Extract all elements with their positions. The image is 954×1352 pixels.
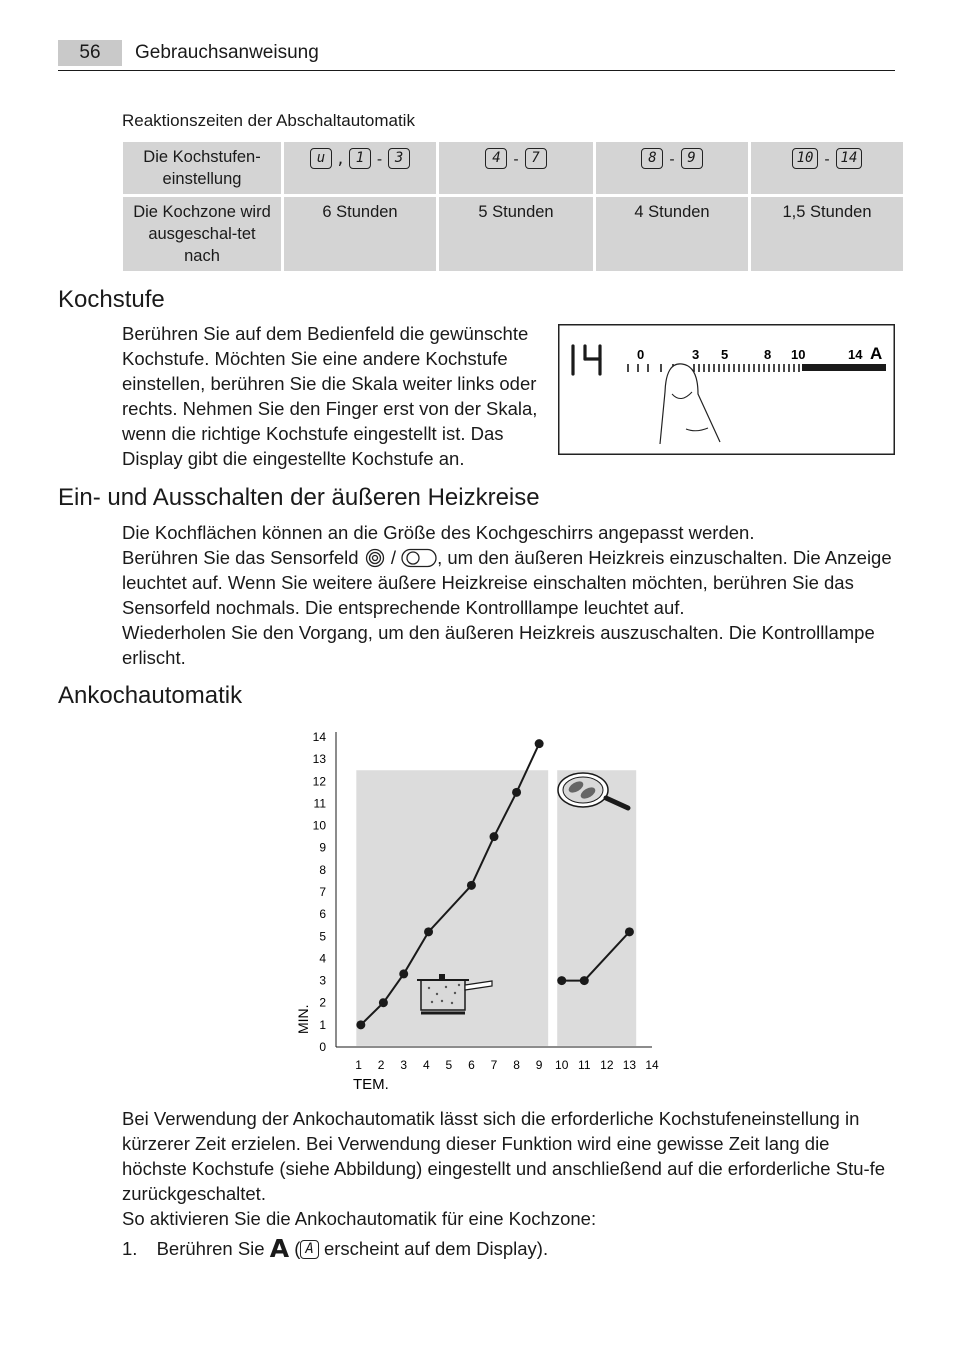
table-cell xyxy=(439,142,593,194)
paragraph: Bei Verwendung der Ankochautomatik lässt sich die erforderliche Kochstufeneinstellung in kürzerer Zeit erzielen. Bei Verwendung dieser Funktion wird eine gewisse Zeit lang die höchste Kochstufe (siehe Abbildung) eingestellt und anschließend auf die erforderliche Stu-fe zurückgeschaltet. xyxy=(122,1108,886,1204)
y-tick-label: 6 xyxy=(319,907,326,922)
reaction-time-table xyxy=(120,139,906,274)
scale-label: 14 xyxy=(848,347,863,362)
paragraph xyxy=(122,545,897,620)
table-cell xyxy=(751,142,903,194)
table-cell xyxy=(284,142,436,194)
data-point xyxy=(467,881,476,890)
table-cell: 5 Stunden xyxy=(439,197,593,271)
x-tick-label: 6 xyxy=(468,1058,475,1072)
y-tick-label: 9 xyxy=(319,840,326,855)
table-cell: 6 Stunden xyxy=(284,197,436,271)
x-tick-label: 10 xyxy=(555,1058,569,1072)
key-symbol: 9 xyxy=(681,148,703,169)
data-point xyxy=(580,976,589,985)
table-cell: 4 Stunden xyxy=(596,197,748,271)
separator: - xyxy=(822,149,832,168)
x-tick-label: 5 xyxy=(445,1058,453,1072)
y-axis-label: MIN. xyxy=(295,1004,311,1034)
y-tick-label: 5 xyxy=(319,929,326,944)
section-heading-heizkreise: Ein- und Ausschalten der äußeren Heizkreise xyxy=(58,484,540,511)
scale-label: 5 xyxy=(721,347,729,362)
key-symbol: 4 xyxy=(485,148,507,169)
separator: - xyxy=(375,149,385,168)
data-point xyxy=(379,998,388,1007)
scale-label: 10 xyxy=(791,347,806,362)
scale-label: 0 xyxy=(637,347,645,362)
control-panel-illustration xyxy=(558,324,895,455)
key-symbol: 7 xyxy=(525,148,547,169)
table-row-label: Die Kochstufen-einstellung xyxy=(123,142,281,194)
data-point xyxy=(490,832,499,841)
table-cell: 1,5 Stunden xyxy=(751,197,903,271)
x-tick-label: 12 xyxy=(600,1058,614,1072)
data-point xyxy=(399,969,408,978)
y-tick-label: 7 xyxy=(319,885,326,899)
section-heading-ankochautomatik: Ankochautomatik xyxy=(58,682,243,709)
paragraph: So aktivieren Sie die Ankochautomatik für eine Kochzone: xyxy=(122,1208,597,1229)
text-run: Berühren Sie xyxy=(156,1238,265,1259)
y-tick-label: 12 xyxy=(312,774,326,789)
step-1 xyxy=(122,1236,897,1261)
data-point xyxy=(512,788,521,797)
x-tick-label: 8 xyxy=(513,1058,520,1072)
x-tick-label: 13 xyxy=(622,1058,637,1072)
table-cell xyxy=(596,142,748,194)
x-tick-label: 9 xyxy=(535,1058,543,1072)
dual-circuit-icon xyxy=(364,548,386,568)
text-run: erscheint auf dem Display). xyxy=(323,1238,549,1259)
x-tick-label: 14 xyxy=(645,1058,659,1072)
data-point xyxy=(535,739,544,748)
y-tick-label: 4 xyxy=(319,951,326,966)
x-tick-label: 3 xyxy=(400,1058,408,1072)
separator: - xyxy=(511,149,521,168)
x-tick-label: 4 xyxy=(422,1058,430,1072)
data-point xyxy=(424,927,433,936)
y-tick-label: 0 xyxy=(319,1040,326,1054)
y-tick-label: 14 xyxy=(312,730,326,744)
paragraph: Wiederholen Sie den Vorgang, um den äußeren Heizkreis auszuschalten. Die Kontrolllampe erlischt. xyxy=(122,622,875,668)
key-symbol: u xyxy=(310,148,332,169)
slider-filled-bar xyxy=(802,364,886,371)
kochstufe-text: Berühren Sie auf dem Bedienfeld die gewünschte Kochstufe. Möchten Sie eine andere Kochstufe einstellen, berühren Sie die Skala weiter links oder rechts. Nehmen Sie den Finger erst von der Skala, wenn die richtige Kochstufe eingestellt ist. Das Display gibt die eingestellte Kochstufe an. xyxy=(122,323,538,469)
x-axis-label: TEM. xyxy=(353,1076,389,1093)
y-tick-label: 1 xyxy=(319,1017,326,1032)
data-point xyxy=(557,976,566,985)
y-tick-label: 3 xyxy=(319,973,326,988)
text-run: Berühren Sie das Sensorfeld xyxy=(122,547,359,568)
x-tick-label: 11 xyxy=(578,1058,591,1072)
auto-label: A xyxy=(870,344,883,363)
scale-label: 8 xyxy=(764,347,772,362)
key-symbol: 1 xyxy=(349,148,371,169)
shaded-region xyxy=(557,770,636,1046)
auto-symbol: A xyxy=(269,1234,290,1263)
data-point xyxy=(625,927,634,936)
heizkreise-text xyxy=(122,520,897,670)
paragraph: Die Kochflächen können an die Größe des Kochgeschirrs angepasst werden. xyxy=(122,522,755,543)
y-tick-label: 8 xyxy=(319,862,326,877)
data-point xyxy=(356,1020,365,1029)
ankoch-text xyxy=(122,1106,897,1231)
table-caption: Reaktionszeiten der Abschaltautomatik xyxy=(122,111,415,130)
key-symbol: 8 xyxy=(641,148,663,169)
y-tick-label: 11 xyxy=(313,796,326,811)
key-symbol: 10 xyxy=(792,148,819,169)
step-number: 1. xyxy=(122,1238,138,1259)
key-symbol: 14 xyxy=(836,148,863,169)
key-symbol: 3 xyxy=(388,148,410,169)
x-tick-label: 2 xyxy=(377,1058,385,1072)
page-number: 56 xyxy=(58,40,122,66)
section-heading-kochstufe: Kochstufe xyxy=(58,286,165,313)
x-tick-label: 1 xyxy=(355,1058,362,1072)
y-tick-label: 13 xyxy=(312,752,326,767)
x-tick-label: 7 xyxy=(490,1058,498,1072)
y-tick-label: 2 xyxy=(319,995,326,1010)
oval-zone-icon xyxy=(401,548,437,568)
text-run: ( xyxy=(294,1238,301,1259)
separator: , xyxy=(335,149,345,168)
scale-label: 3 xyxy=(692,347,700,362)
text-run: / xyxy=(390,547,396,568)
table-row-label: Die Kochzone wird ausgeschal-tet nach xyxy=(123,197,281,271)
running-header: Gebrauchsanweisung xyxy=(135,42,319,63)
text-run: , um den äußeren Heizkreis einzuschalten. Die Anzeige leuchtet auf. Wenn Sie weitere äußere Heizkreise einschalten möchten, berühren Sie das Sensorfeld nochmals. Die entsprechende Kontrolllampe leuchtet auf. xyxy=(122,547,892,618)
display-key-symbol: A xyxy=(300,1240,318,1259)
y-tick-label: 10 xyxy=(312,818,326,833)
separator: - xyxy=(667,149,677,168)
ankochautomatik-chart xyxy=(280,722,680,1102)
header-rule xyxy=(58,70,895,71)
